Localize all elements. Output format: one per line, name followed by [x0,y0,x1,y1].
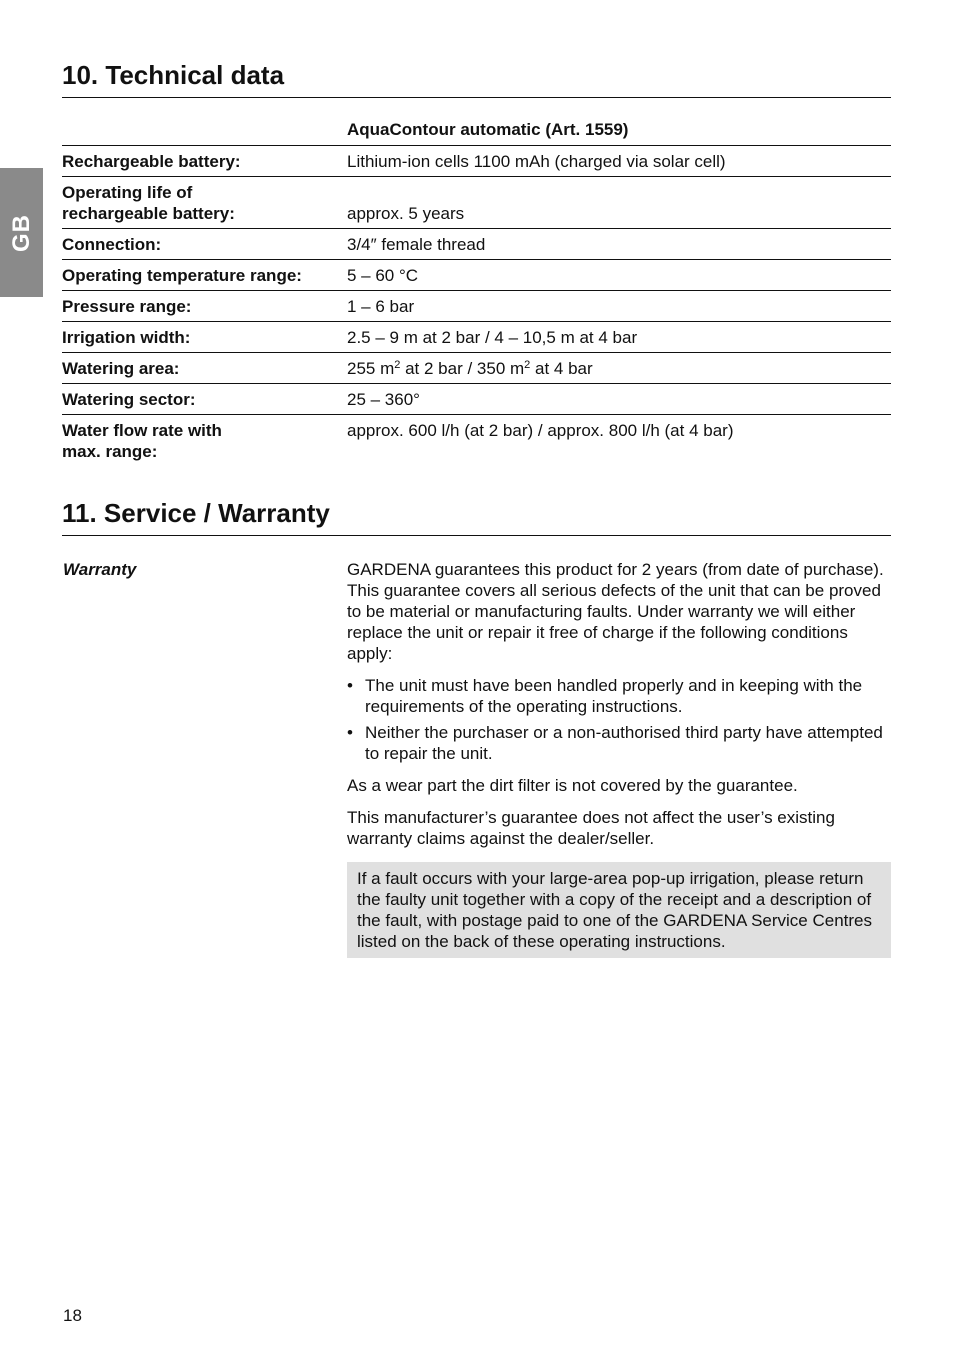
spec-label: Operating life of rechargeable battery: [62,183,235,223]
service-notice: If a fault occurs with your large-area pop-up irrigation, please return the faulty unit together with a copy of the receipt and a description of the fault, with postage paid to one of the GARDENA Service Centres listed on the back of these operating instructions. [347,862,891,958]
spec-value: Lithium-ion cells 1100 mAh (charged via solar cell) [347,152,726,171]
spec-row [62,146,891,177]
spec-row [62,415,891,466]
warranty-intro: GARDENA guarantees this product for 2 years (from date of purchase). This guarantee covers all serious defects of the unit that can be proved to be material or manufacturing faults. Under warranty we will either replace the unit or repair it free of charge if the following conditions apply: [347,560,884,663]
spec-label: Connection: [62,235,162,254]
spec-value: 1 – 6 bar [347,297,415,316]
value-part: at 2 bar / 350 m [400,359,525,378]
spec-row [62,260,891,291]
spec-label: Water flow rate with max. range: [62,421,222,461]
spec-row [62,177,891,229]
spec-value: approx. 600 l/h (at 2 bar) / approx. 800 l/h (at 4 bar) [347,421,734,440]
list-item [347,722,891,764]
spec-label: Watering sector: [62,390,196,409]
spec-value: approx. 5 years [347,204,465,223]
list-item-text: The unit must have been handled properly and in keeping with the requirements of the operating instructions. [365,676,863,716]
list-item [347,675,891,717]
manufacturer-note: This manufacturer’s guarantee does not affect the user’s existing warranty claims against the dealer/seller. [347,808,835,848]
value-part: at 4 bar [530,359,593,378]
spec-value: 25 – 360° [347,390,420,409]
warranty-body [347,559,891,958]
spec-value [347,358,891,379]
warranty-label: Warranty [63,560,137,579]
superscript: 2 [524,359,531,371]
page-number: 18 [63,1306,82,1325]
spec-row [62,384,891,415]
section-11-title: 11. Service / Warranty [62,497,891,536]
conditions-list [347,675,891,764]
technical-data-table [62,114,891,466]
spec-row [62,229,891,260]
bullet-icon: • [347,676,353,695]
product-header: AquaContour automatic (Art. 1559) [62,114,891,146]
spec-label: Watering area: [62,359,180,378]
superscript: 2 [394,359,401,371]
spec-label: Pressure range: [62,297,192,316]
bullet-icon: • [347,723,353,742]
spec-row [62,291,891,322]
spec-row [62,353,891,384]
spec-row [62,322,891,353]
spec-value: 5 – 60 °C [347,266,419,285]
spec-label: Operating temperature range: [62,266,302,285]
section-10-title: 10. Technical data [62,59,891,98]
language-tab [0,168,43,297]
language-tab-label: GB [7,213,35,252]
spec-value: 2.5 – 9 m at 2 bar / 4 – 10,5 m at 4 bar [347,328,638,347]
spec-label: Rechargeable battery: [62,152,241,171]
wear-part-note: As a wear part the dirt filter is not covered by the guarantee. [347,776,798,795]
value-part: 255 m [347,359,395,378]
spec-label: Irrigation width: [62,328,191,347]
list-item-text: Neither the purchaser or a non-authorised third party have attempted to repair the unit. [365,723,883,763]
spec-value: 3/4″ female thread [347,235,486,254]
